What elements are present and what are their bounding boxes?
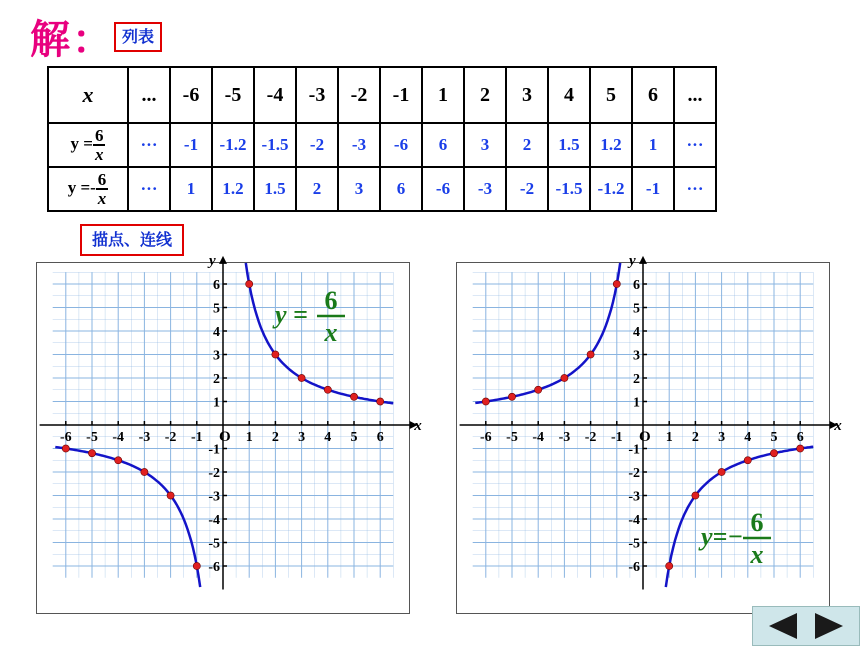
x-tick-label: -4 <box>532 430 545 445</box>
data-point <box>167 492 174 499</box>
x-tick-label: -2 <box>584 430 597 445</box>
x-tick-label: 5 <box>770 430 778 445</box>
y-tick-label: -4 <box>208 513 220 528</box>
row1-label: y = $\frac{6}{x}$ <box>48 123 128 167</box>
x-axis-label: x <box>834 418 842 434</box>
y-axis-label: y <box>209 252 216 269</box>
table-cell: -2 <box>506 167 548 211</box>
table-cell: 3 <box>464 123 506 167</box>
data-point <box>666 562 673 569</box>
x-tick-label: -5 <box>506 430 518 445</box>
y-tick-label: -5 <box>208 536 220 552</box>
table-header-cell: 3 <box>506 67 548 123</box>
x-tick-label: 3 <box>298 430 306 445</box>
table-cell: -6 <box>422 167 464 211</box>
y-tick-label: 1 <box>213 395 220 411</box>
y-tick-label: -3 <box>208 489 220 505</box>
table-cell: 3 <box>338 167 380 211</box>
y-tick-label: -3 <box>628 489 640 505</box>
table-cell: -3 <box>338 123 380 167</box>
graph-negative <box>456 252 842 614</box>
table-cell: 1.2 <box>590 123 632 167</box>
table-header-cell: 2 <box>464 67 506 123</box>
data-point <box>350 393 357 400</box>
table-cell: -1 <box>632 167 674 211</box>
x-tick-label: -5 <box>86 430 98 445</box>
plot-points-tag: 描点、连线 <box>80 224 184 256</box>
x-tick-label: 1 <box>245 430 253 445</box>
x-tick-label: 5 <box>350 430 358 445</box>
y-tick-label: -2 <box>628 466 640 481</box>
y-tick-label: -1 <box>628 442 640 458</box>
table-cell: 1 <box>170 167 212 211</box>
equation-denominator: x <box>324 318 338 347</box>
next-arrow-icon[interactable] <box>815 613 843 639</box>
x-tick-label: 2 <box>271 430 279 445</box>
data-point <box>62 445 69 452</box>
y-axis-label: y <box>629 252 636 269</box>
y-tick-label: -6 <box>208 560 220 575</box>
table-cell: ··· <box>674 123 716 167</box>
table-cell: 2 <box>506 123 548 167</box>
table-header-row <box>48 67 716 123</box>
y-tick-label: 5 <box>213 301 220 317</box>
x-tick-label: 4 <box>324 430 332 445</box>
equation-lhs: y = <box>275 300 308 329</box>
table-header-cell: 1 <box>422 67 464 123</box>
x-tick-label: -2 <box>164 430 177 445</box>
table-header-cell: 4 <box>548 67 590 123</box>
data-point <box>88 450 95 457</box>
table-cell: ··· <box>128 167 170 211</box>
x-tick-label: -1 <box>190 430 203 445</box>
data-point <box>246 280 253 287</box>
data-point <box>561 374 568 381</box>
table-row-y-pos <box>48 123 716 167</box>
data-point <box>508 393 515 400</box>
y-tick-label: -2 <box>208 466 220 481</box>
x-tick-label: 6 <box>796 430 804 445</box>
data-point <box>613 280 620 287</box>
nav-buttons <box>752 606 860 646</box>
data-point <box>797 445 804 452</box>
y-tick-label: 4 <box>633 325 640 340</box>
x-tick-label: -6 <box>479 430 492 445</box>
equation-numerator: 6 <box>324 286 338 315</box>
x-tick-label: 4 <box>744 430 752 445</box>
table-header-cell: 5 <box>590 67 632 123</box>
equation-denominator: x <box>750 540 764 569</box>
data-point <box>272 351 279 358</box>
table-cell: -1 <box>170 123 212 167</box>
y-tick-label: 5 <box>633 301 640 317</box>
prev-arrow-icon[interactable] <box>769 613 797 639</box>
x-header-label: x <box>48 67 128 123</box>
data-point <box>324 386 331 393</box>
table-cell: ··· <box>674 167 716 211</box>
table-header-cell: 6 <box>632 67 674 123</box>
table-cell: 1 <box>632 123 674 167</box>
data-point <box>141 468 148 475</box>
list-table-tag: 列表 <box>114 22 162 52</box>
table-header-cell: -5 <box>212 67 254 123</box>
table-cell: 2 <box>296 167 338 211</box>
y-tick-label: 2 <box>633 372 640 387</box>
graph-negative-svg <box>457 252 842 613</box>
y-tick-label: 3 <box>633 348 640 364</box>
y-tick-label: -4 <box>628 513 640 528</box>
origin-label: O <box>219 429 231 445</box>
y-tick-label: -1 <box>208 442 220 458</box>
data-point <box>193 562 200 569</box>
table-cell: 1.2 <box>212 167 254 211</box>
table-cell: -1.5 <box>254 123 296 167</box>
table-header-cell: -3 <box>296 67 338 123</box>
table-row-y-neg <box>48 167 716 211</box>
table-cell: -6 <box>380 123 422 167</box>
data-point <box>115 457 122 464</box>
table-cell: ··· <box>128 123 170 167</box>
x-tick-label: -3 <box>138 430 151 445</box>
x-tick-label: 3 <box>718 430 726 445</box>
y-tick-label: 6 <box>213 278 220 293</box>
data-point <box>770 450 777 457</box>
table-cell: -3 <box>464 167 506 211</box>
table-cell: 6 <box>380 167 422 211</box>
table-cell: -1.2 <box>590 167 632 211</box>
table-header-cell: -1 <box>380 67 422 123</box>
data-point <box>744 457 751 464</box>
table-cell: -1.2 <box>212 123 254 167</box>
y-tick-label: -5 <box>628 536 640 552</box>
y-tick-label: 2 <box>213 372 220 387</box>
x-tick-label: -3 <box>558 430 571 445</box>
x-tick-label: 1 <box>665 430 673 445</box>
x-tick-label: -4 <box>112 430 125 445</box>
table-cell: 6 <box>422 123 464 167</box>
table-header-cell: ... <box>128 67 170 123</box>
y-tick-label: 3 <box>213 348 220 364</box>
y-axis-arrow <box>219 256 227 264</box>
table-cell: 1.5 <box>254 167 296 211</box>
table-header-cell: -6 <box>170 67 212 123</box>
table-cell: -2 <box>296 123 338 167</box>
data-point <box>692 492 699 499</box>
table-cell: -1.5 <box>548 167 590 211</box>
value-table <box>47 66 717 212</box>
data-point <box>298 374 305 381</box>
y-tick-label: -6 <box>628 560 640 575</box>
table-header-cell: -2 <box>338 67 380 123</box>
y-tick-label: 6 <box>633 278 640 293</box>
table-header-cell: ... <box>674 67 716 123</box>
x-tick-label: 6 <box>376 430 384 445</box>
data-point <box>377 398 384 405</box>
data-point <box>718 468 725 475</box>
equation-numerator: 6 <box>750 508 764 537</box>
y-tick-label: 1 <box>633 395 640 411</box>
equation-lhs: y=− <box>701 522 744 551</box>
row2-label: y =- $\frac{6}{x}$ <box>48 167 128 211</box>
origin-label: O <box>639 429 651 445</box>
y-axis-arrow <box>639 256 647 264</box>
y-tick-label: 4 <box>213 325 220 340</box>
solution-title: 解： <box>30 17 114 62</box>
x-axis-label: x <box>414 418 422 434</box>
x-tick-label: -1 <box>610 430 623 445</box>
table-header-cell: -4 <box>254 67 296 123</box>
x-tick-label: -6 <box>59 430 72 445</box>
x-tick-label: 2 <box>691 430 699 445</box>
graph-positive-svg <box>37 252 422 613</box>
graph-positive <box>36 252 422 614</box>
data-point <box>535 386 542 393</box>
table-cell: 1.5 <box>548 123 590 167</box>
data-point <box>482 398 489 405</box>
data-point <box>587 351 594 358</box>
